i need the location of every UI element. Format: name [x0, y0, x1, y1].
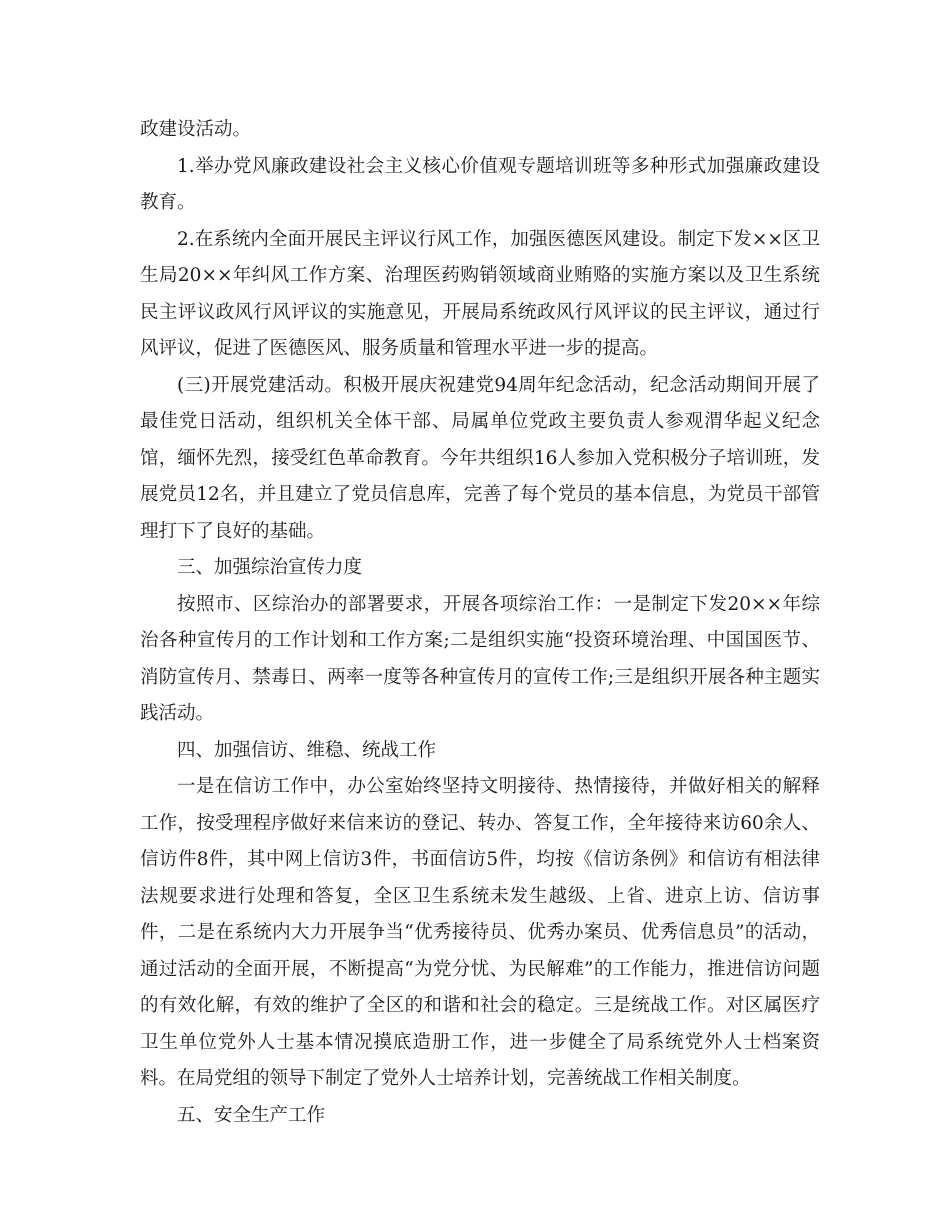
paragraph-petition: 一是在信访工作中，办公室始终坚持文明接待、热情接待，并做好相关的解释工作，按受理程序做好来信来访的登记、转办、答复工作，全年接待来访60余人、信访件8件，其中网上信访3件，书面信访5件，均按《信访条例》和信访有相法律法规要求进行处理和答复，全区卫生系统未发生越级、上省、进京上访、信访事件，二是在系统内大力开展争当“优秀接待员、优秀办案员、优秀信息员”的活动，通过活动的全面开展，不断提高“为党分忧、为民解难”的工作能力，推进信访问题的有效化解，有效的维护了全区的和谐和社会的稳定。三是统战工作。对区属医疗卫生单位党外人士基本情况摸底造册工作，进一步健全了局系统党外人士档案资料。在局党组的领导下制定了党外人士培养计划，完善统战工作相关制度。 [140, 776, 820, 1089]
section-heading-5: 五、安全生产工作 [177, 1104, 326, 1126]
paragraph-publicity: 按照市、区综治办的部署要求，开展各项综治工作：一是制定下发20××年综治各种宣传月的工作计划和工作方案;二是组织实施“投资环境治理、中国国医节、消防宣传月、禁毒日、两率一度等各种宣传月的宣传工作;三是组织开展各种主题实践活动。 [140, 593, 820, 724]
document-body [140, 112, 820, 1134]
section-heading-4: 四、加强信访、维稳、统战工作 [177, 739, 437, 761]
section-heading-3: 三、加强综治宣传力度 [177, 557, 363, 578]
paragraph-continuation: 政建设活动。 [140, 119, 252, 140]
paragraph-party-building: (三)开展党建活动。积极开展庆祝建党94周年纪念活动，纪念活动期间开展了最佳党日活动，组织机关全体干部、局属单位党政主要负责人参观渭华起义纪念馆，缅怀先烈，接受红色革命教育。今年共组织16人参加入党积极分子培训班，发展党员12名，并且建立了党员信息库，完善了每个党员的基本信息，为党员干部管理打下了良好的基础。 [140, 374, 820, 542]
paragraph-item-2: 2.在系统内全面开展民主评议行风工作，加强医德医风建设。制定下发××区卫生局20××年纠风工作方案、治理医药购销领域商业贿赂的实施方案以及卫生系统民主评议政风行风评议的实施意见，开展局系统政风行风评议的民主评议，通过行风评议，促进了医德医风、服务质量和管理水平进一步的提高。 [140, 228, 820, 359]
paragraph-item-1: 1.举办党风廉政建设社会主义核心价值观专题培训班等多种形式加强廉政建设教育。 [140, 155, 820, 213]
